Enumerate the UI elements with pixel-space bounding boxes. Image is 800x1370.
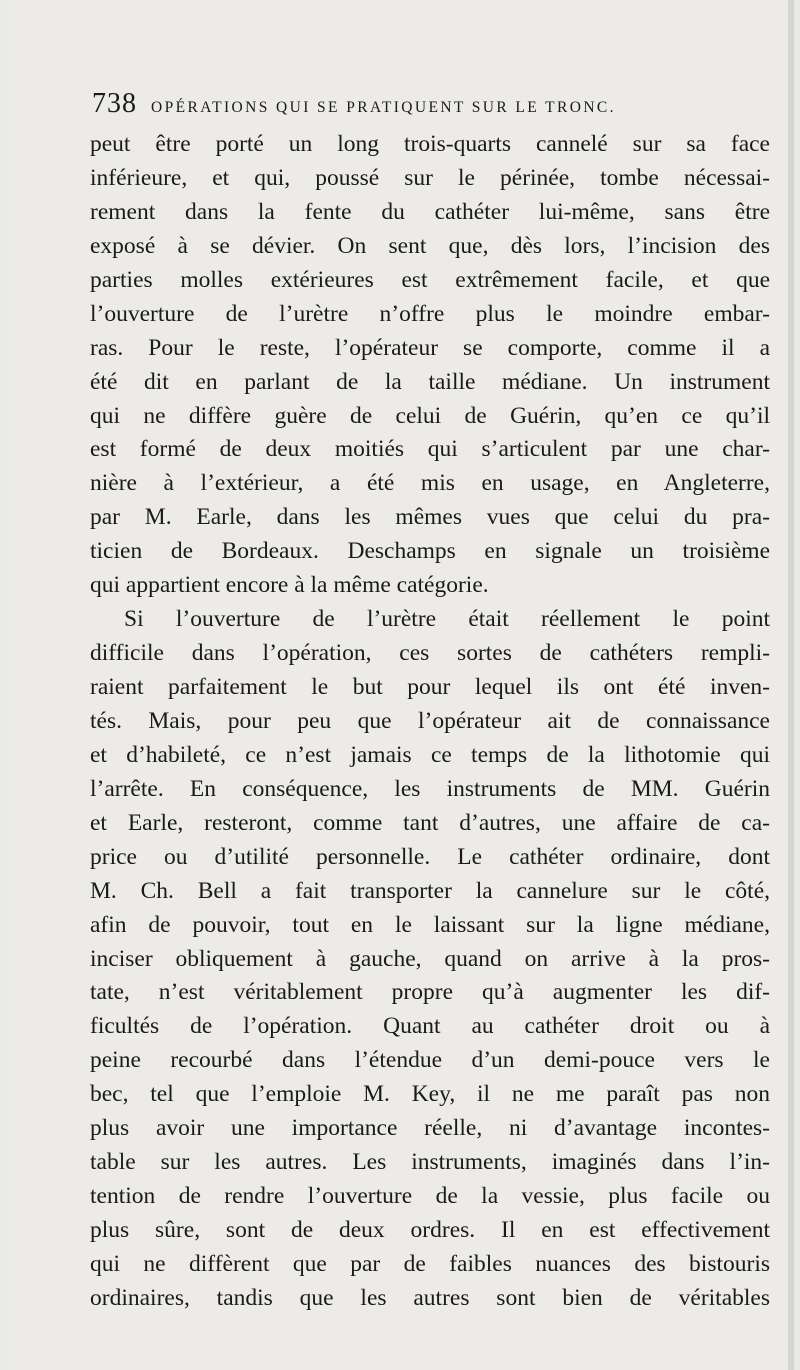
text-line: est formé de deux moitiés qui s’articulent par une char-	[90, 436, 770, 463]
text-line: tés. Mais, pour peu que l’opérateur ait de connaissance	[90, 707, 770, 734]
text-line: parties molles extérieures est extrêmement facile, et que	[90, 266, 770, 293]
text-line: et d’habileté, ce n’est jamais ce temps de la lithotomie qui	[90, 741, 770, 768]
text-line: ordinaires, tandis que les autres sont bien de véritables	[90, 1284, 770, 1311]
text-line: l’ouverture de l’urètre n’offre plus le moindre embar-	[90, 300, 770, 327]
text-line: qui appartient encore à la même catégorie.	[90, 572, 489, 599]
body-text	[90, 128, 770, 1316]
text-line: price ou d’utilité personnelle. Le cathéter ordinaire, dont	[90, 843, 770, 870]
text-line: bec, tel que l’emploie M. Key, il ne me paraît pas non	[90, 1081, 770, 1108]
text-line: plus sûre, sont de deux ordres. Il en est effectivement	[90, 1217, 770, 1243]
text-line: nière à l’extérieur, a été mis en usage, en Angleterre,	[90, 470, 770, 497]
running-head: OPÉRATIONS QUI SE PRATIQUENT SUR LE TRONC.	[151, 99, 616, 116]
text-line: qui ne diffère guère de celui de Guérin, qu’en ce qu’il	[90, 402, 770, 429]
text-line: par M. Earle, dans les mêmes vues que celui du pra-	[90, 504, 770, 531]
text-line: été dit en parlant de la taille médiane. Un instrument	[90, 368, 770, 395]
text-line: ras. Pour le reste, l’opérateur se comporte, comme il a	[90, 334, 770, 361]
text-line: qui ne diffèrent que par de faibles nuances des bistouris	[90, 1250, 770, 1277]
text-line: ficultés de l’opération. Quant au cathéter droit ou à	[90, 1013, 770, 1040]
text-line: plus avoir une importance réelle, ni d’avantage incontes-	[90, 1115, 770, 1142]
text-line: ticien de Bordeaux. Deschamps en signale un troisième	[90, 538, 770, 565]
paragraph-first-line: Si l’ouverture de l’urètre était réellement le point	[124, 606, 770, 633]
text-line: peut être porté un long trois-quarts cannelé sur sa face	[90, 131, 770, 157]
text-line: table sur les autres. Les instruments, imaginés dans l’in-	[90, 1149, 770, 1176]
text-line: rement dans la fente du cathéter lui-même, sans être	[90, 198, 770, 225]
text-line: l’arrête. En conséquence, les instruments de MM. Guérin	[90, 775, 770, 802]
text-line: inciser obliquement à gauche, quand on arrive à la pros-	[90, 945, 770, 972]
page-edge	[788, 0, 794, 1370]
text-line: tate, n’est véritablement propre qu’à augmenter les dif-	[90, 979, 770, 1006]
text-line: et Earle, resteront, comme tant d’autres, une affaire de ca-	[90, 809, 770, 836]
text-line: exposé à se dévier. On sent que, dès lors, l’incision des	[90, 232, 770, 259]
page-header	[92, 88, 772, 124]
text-line: raient parfaitement le but pour lequel ils ont été inven-	[90, 674, 770, 700]
page-number: 738	[92, 88, 137, 119]
text-line: difficile dans l’opération, ces sortes de cathéters rempli-	[90, 640, 770, 667]
text-line: afin de pouvoir, tout en le laissant sur la ligne médiane,	[90, 911, 770, 938]
text-line: peine recourbé dans l’étendue d’un demi-pouce vers le	[90, 1047, 770, 1074]
text-line: tention de rendre l’ouverture de la vessie, plus facile ou	[90, 1183, 770, 1210]
text-line: M. Ch. Bell a fait transporter la cannelure sur le côté,	[90, 877, 770, 904]
book-page	[8, 0, 794, 1370]
text-line: inférieure, et qui, poussé sur le périnée, tombe nécessai-	[90, 164, 770, 191]
